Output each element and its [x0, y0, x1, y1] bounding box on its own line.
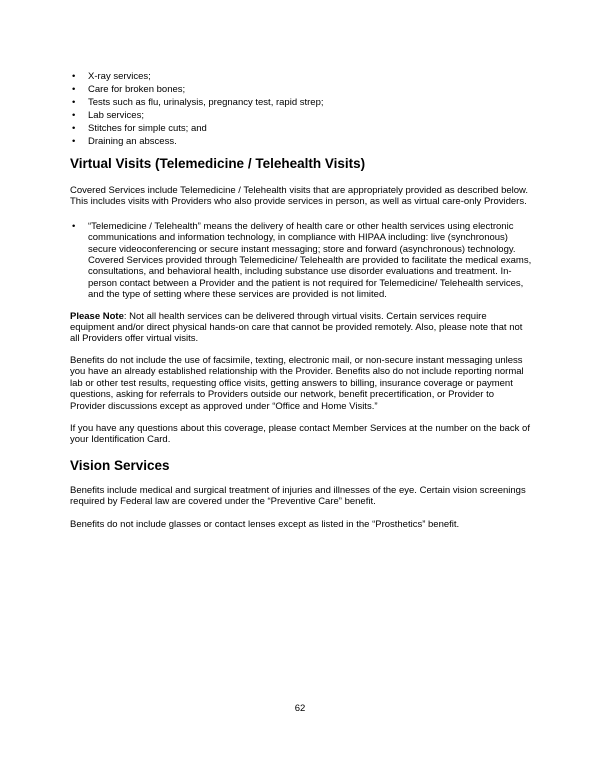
- section-heading-virtual-visits: Virtual Visits (Telemedicine / Telehealth Visits): [70, 156, 366, 171]
- list-item: • Care for broken bones;: [88, 83, 532, 96]
- services-bullet-list: [70, 70, 532, 148]
- list-item: • Tests such as flu, urinalysis, pregnancy test, rapid strep;: [88, 96, 532, 109]
- please-note-label: Please Note: [70, 310, 124, 322]
- please-note-paragraph: [70, 311, 532, 345]
- vision-benefits-paragraph: Benefits include medical and surgical treatment of injuries and illnesses of the eye. Certain vision screenings required by Federal law are covered under the “Preventive Care” benefit.: [70, 484, 526, 508]
- list-item: • Lab services;: [88, 109, 532, 122]
- please-note-text: : Not all health services can be delivered through virtual visits. Certain services require equipment and/or direct physical hands-on care that cannot be provided remotely. Also, please note that not all Providers offer virtual visits.: [70, 310, 523, 345]
- list-item: • “Telemedicine / Telehealth” means the delivery of health care or other health services using electronic communications and information technology, in compliance with HIPAA including: live (synchronous) secure videoconferencing or secure instant messaging; store and forward (asynchronous) technology. Covered Services provided through Telemedicine/ Telehealth are provided to facilitate the medical exams, consultations, and behavioral health, including substance use disorder evaluations and treatment. In-person contact between a Provider and the patient is not required for Telemedicine/ Telehealth services, and the type of setting where these services are provided is not limited.: [88, 221, 532, 301]
- telemedicine-definition-list: [70, 221, 532, 301]
- section-heading-vision-services: Vision Services: [70, 457, 170, 473]
- page-number: 62: [294, 703, 306, 714]
- vision-exclusions-paragraph: Benefits do not include glasses or contact lenses except as listed in the “Prosthetics” benefit.: [70, 518, 460, 530]
- list-item: • Stitches for simple cuts; and: [88, 122, 532, 135]
- list-item: • Draining an abscess.: [88, 135, 532, 148]
- exclusions-paragraph: Benefits do not include the use of facsimile, texting, electronic mail, or non-secure instant messaging unless you have an already established relationship with the Provider. Benefits also do not include reporting normal lab or other test results, requesting office visits, getting answers to billing, insurance coverage or payment questions, asking for referrals to Providers outside our network, benefit precertification, or Provider to Provider discussions except as approved under “Office and Home Visits.”: [70, 354, 524, 412]
- virtual-visits-intro-paragraph: Covered Services include Telemedicine / Telehealth visits that are appropriately provided as described below. This includes visits with Providers who also provide services in person, as well as virtual care-only Providers.: [70, 185, 529, 208]
- contact-paragraph: If you have any questions about this coverage, please contact Member Services at the number on the back of your Identification Card.: [70, 422, 530, 446]
- list-item: • X-ray services;: [88, 70, 532, 83]
